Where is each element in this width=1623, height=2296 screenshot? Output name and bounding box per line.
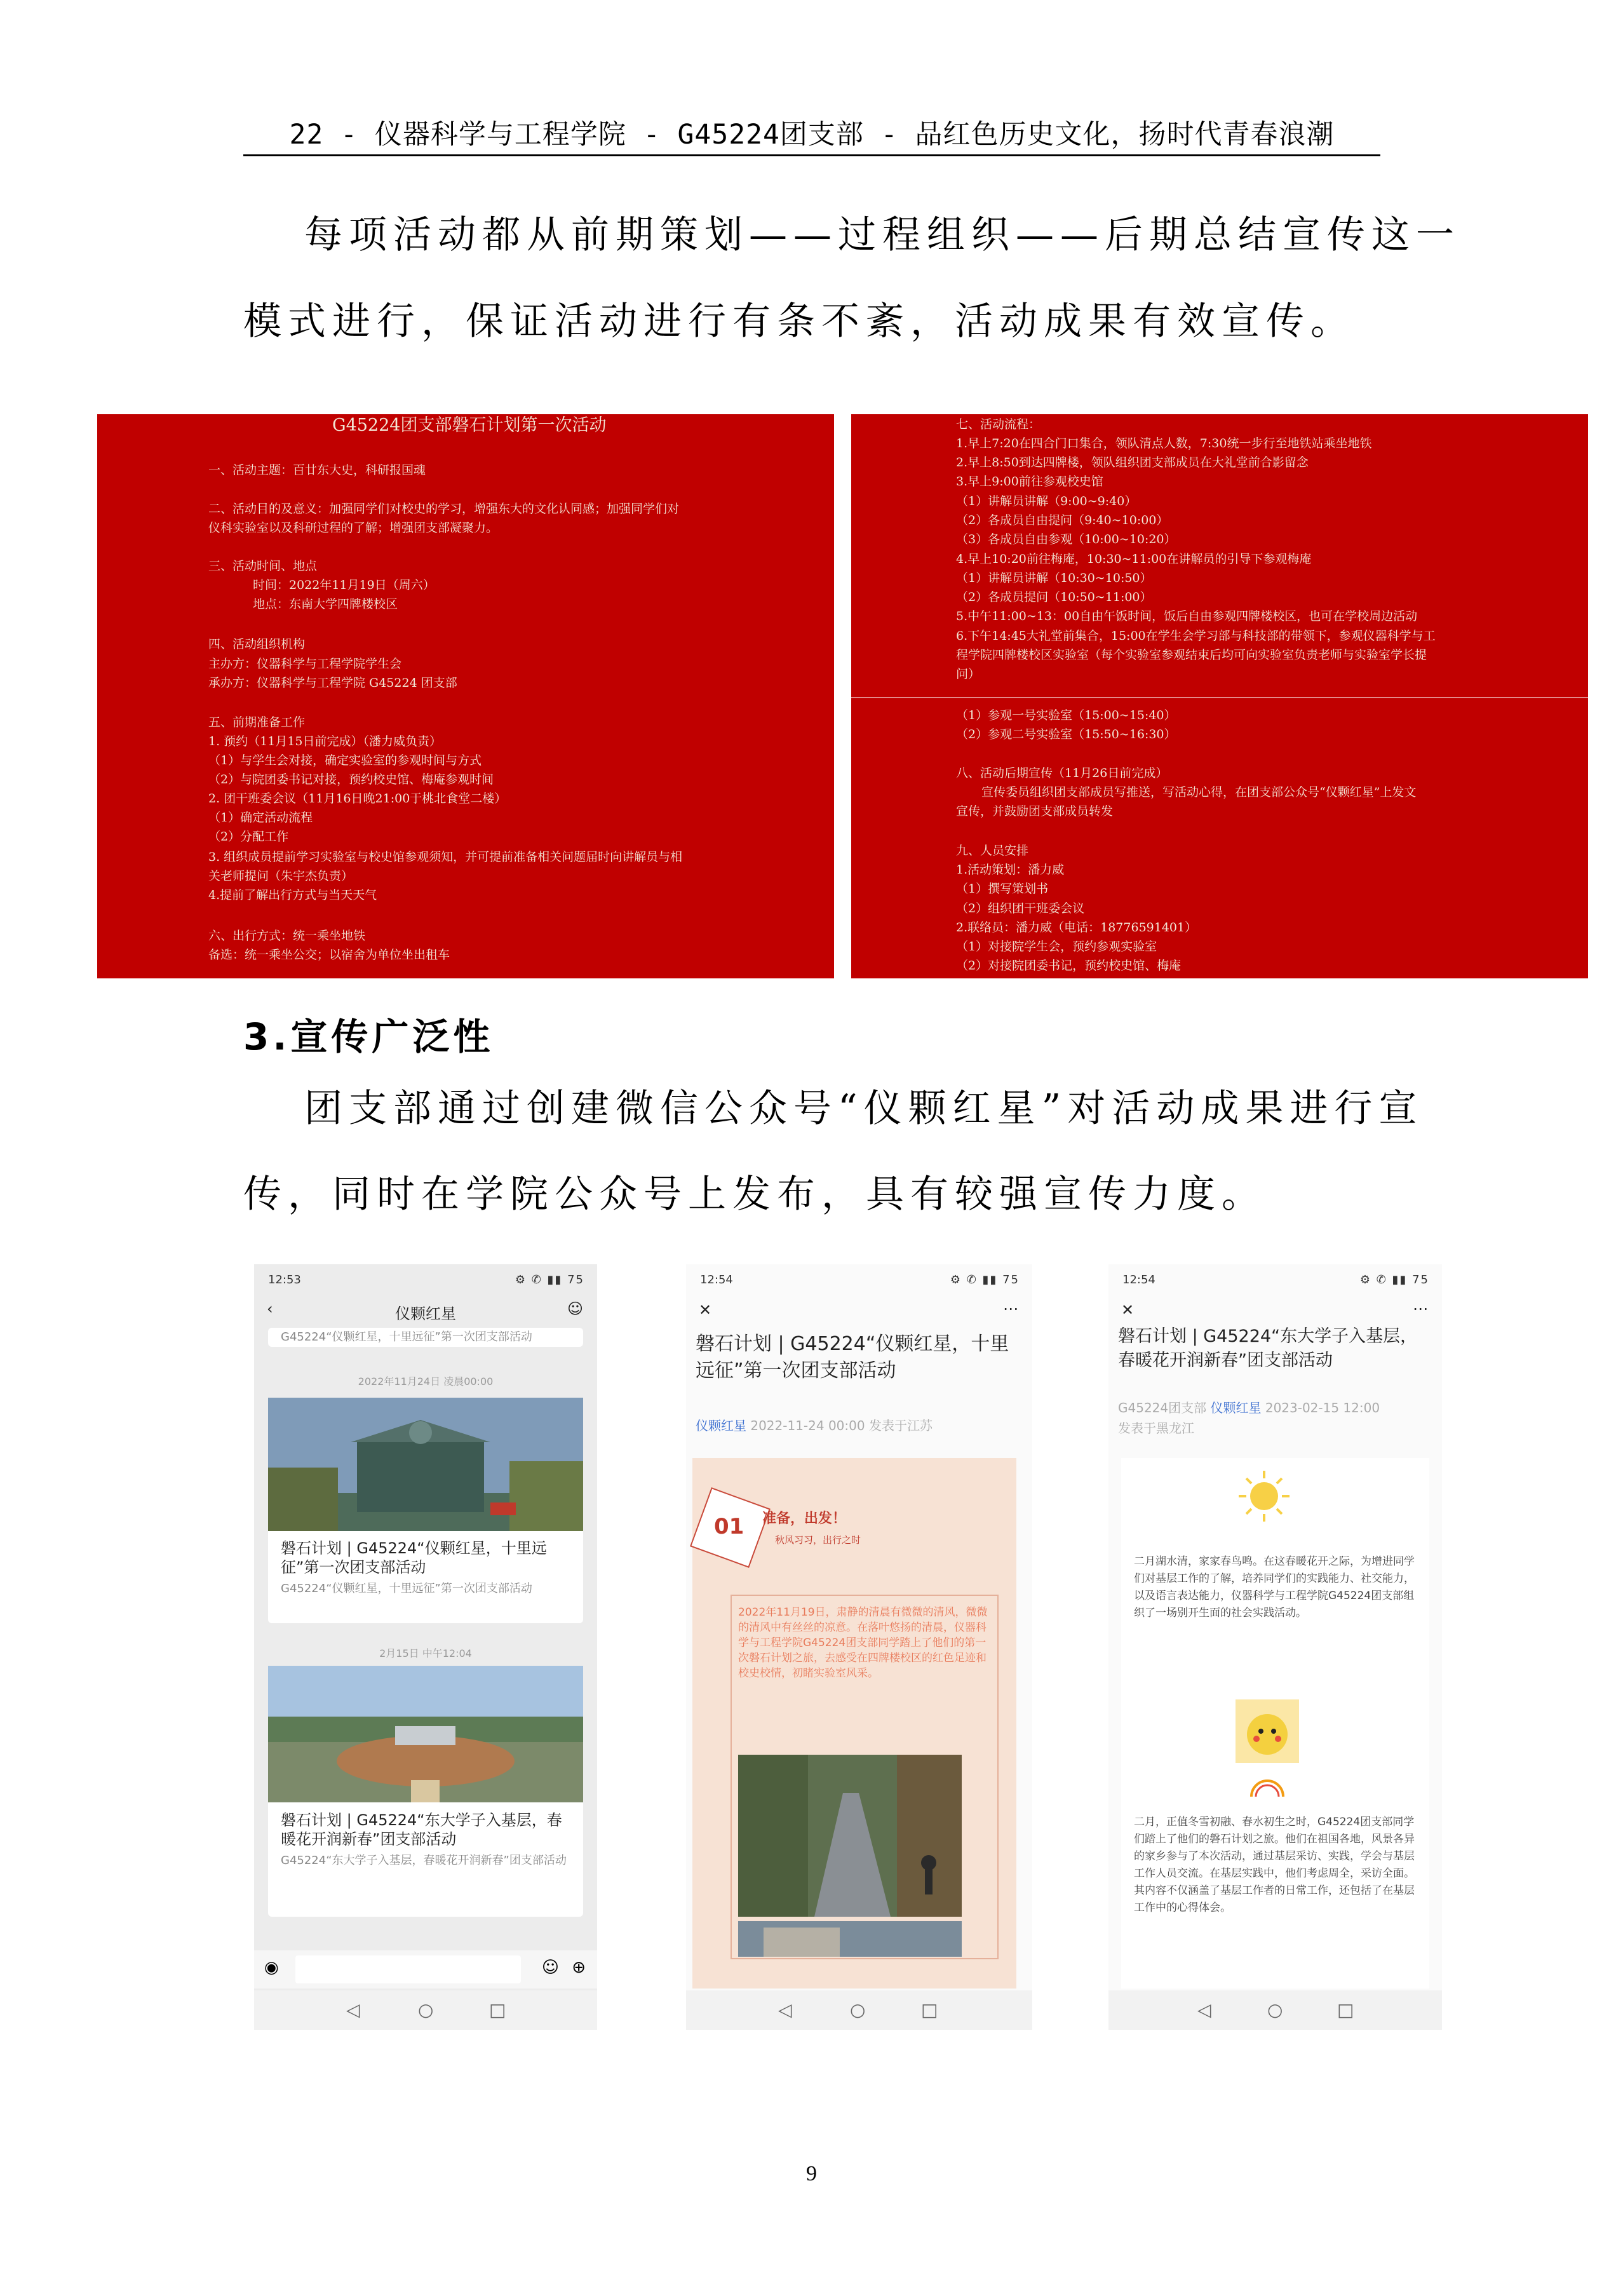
input-bar: [254, 1950, 597, 1989]
android-nav-bar: [1108, 1990, 1442, 2030]
recents-nav-icon[interactable]: □: [921, 1999, 938, 2020]
plan-line: 宣传委员组织团支部成员写推送，写活动心得，在团支部公众号“仪颗红星”上发文: [981, 785, 1417, 799]
plan-line: （3）各成员自由参观（10:00~10:20）: [956, 532, 1176, 546]
date-chip: 2022年11月24日 凌晨00:00: [358, 1375, 494, 1388]
article-card-sub: G45224“仪颗红星，十里远征”第一次团支部活动: [281, 1582, 532, 1595]
rainbow-icon: [1248, 1779, 1286, 1798]
running-header: 22 - 仪器科学与工程学院 - G45224团支部 - 品红色历史文化，扬时代青春浪潮: [289, 119, 1335, 151]
plan-line: 宣传，并鼓励团支部成员转发: [956, 804, 1114, 818]
plan-line: 一、活动主题：百廿东大史，科研报国魂: [208, 463, 426, 477]
campus-photo: [268, 1666, 583, 1802]
back-icon[interactable]: ‹: [267, 1300, 273, 1318]
plan-line: 六、出行方式：统一乘坐地铁: [208, 929, 366, 943]
emoji-icon[interactable]: ☺: [541, 1958, 559, 1977]
status-icons: ⚙ ✆ ▮▮ 75: [950, 1273, 1020, 1286]
article-card-title: 磐石计划 | G45224“仪颗红星，十里远征”第一次团支部活动: [281, 1539, 547, 1576]
plan-line: （1）对接院学生会，预约参观实验室: [956, 940, 1157, 954]
close-icon[interactable]: ✕: [1121, 1301, 1135, 1319]
article-date: 2023-02-15 12:00: [1265, 1400, 1380, 1415]
article-card-sub: G45224“东大学子入基层，春暖花开润新春”团支部活动: [281, 1854, 567, 1867]
home-nav-icon[interactable]: ○: [1267, 1999, 1283, 2020]
status-bar: [254, 1264, 597, 1290]
article-author[interactable]: 仪颗红星: [1210, 1400, 1262, 1415]
recents-nav-icon[interactable]: □: [1337, 1999, 1354, 2020]
android-nav-bar: [686, 1990, 1032, 2030]
plan-line: （1）与学生会对接，确定实验室的参观时间与方式: [208, 753, 482, 767]
plan-line: 时间：2022年11月19日（周六）: [253, 578, 435, 592]
plan-line: 问）: [956, 667, 981, 681]
status-icons: ⚙ ✆ ▮▮ 75: [1359, 1273, 1429, 1286]
article-title: 磐石计划 | G45224“仪颗红星，十里远征”第一次团支部活动: [696, 1333, 1009, 1382]
section-heading: 准备，出发！: [762, 1511, 847, 1527]
plan-line: （1）撰写策划书: [956, 882, 1049, 896]
plan-line: （1）讲解员讲解（9:00~9:40）: [956, 494, 1137, 508]
pikachu-sticker: [1236, 1699, 1299, 1763]
article-card[interactable]: [268, 1398, 583, 1623]
recents-nav-icon[interactable]: □: [489, 1999, 506, 2020]
plan-line: 二、活动目的及意义：加强同学们对校史的学习，增强东大的文化认同感；加强同学们对: [208, 502, 680, 516]
article-org: G45224团支部: [1118, 1400, 1207, 1415]
article-card-title: 磐石计划 | G45224“东大学子入基层，春暖花开润新春”团支部活动: [281, 1811, 562, 1848]
building-photo: [268, 1398, 583, 1531]
plan-line: 2.联络员：潘力威（电话：18776591401）: [956, 921, 1197, 935]
sun-icon: [1236, 1468, 1293, 1525]
home-nav-icon[interactable]: ○: [418, 1999, 434, 2020]
back-nav-icon[interactable]: ◁: [778, 1999, 792, 2020]
more-icon[interactable]: ⋯: [1413, 1300, 1428, 1318]
plan-line: 4.提前了解出行方式与当天天气: [208, 888, 377, 902]
plan-line: 五、前期准备工作: [208, 715, 306, 729]
plan-line: （1）确定活动流程: [208, 811, 313, 825]
android-nav-bar: [254, 1990, 597, 2030]
phone-screenshot-3: [1108, 1264, 1442, 2030]
plan-line: 备选：统一乘坐公交；以宿舍为单位坐出租车: [208, 948, 450, 962]
plan-line: （2）各成员提问（10:50~11:00）: [956, 590, 1152, 604]
article-body: [692, 1458, 1016, 1989]
plan-line: 6.下午14:45大礼堂前集合，15:00在学生会学习部与科技部的带领下，参观仪器科学与工: [956, 629, 1436, 643]
plan-line: （2）分配工作: [208, 830, 289, 844]
page-number: 9: [806, 2162, 817, 2185]
article-paragraph-2: 二月，正值冬雪初融、春水初生之时，G45224团支部同学们踏上了他们的磐石计划之旅。他们在祖国各地，风景各异的家乡参与了本次活动，通过基层采访、实践，学会与基层工作人员交流。在基层实践中，他们考虑周全，采访全面。其内容不仅涵盖了基层工作者的日常工作，还包括了在基层工作中的心得体会。: [1134, 1816, 1415, 1914]
plan-line: 九、人员安排: [956, 844, 1029, 858]
plan-line: 3. 组织成员提前学习实验室与校史馆参观须知，并可提前准备相关问题届时向讲解员与相: [208, 850, 683, 864]
more-icon[interactable]: ⋯: [1003, 1300, 1018, 1318]
plan-line: （2）与院团委书记对接，预约校史馆、梅庵参观时间: [208, 773, 494, 787]
section-subheading: 秋风习习，出行之时: [775, 1534, 861, 1546]
article-body: [1121, 1458, 1429, 1989]
plan-line: 2. 团干班委会议（11月16日晚21:00于桃北食堂二楼）: [208, 792, 507, 806]
plan-line: （2）参观二号实验室（15:50~16:30）: [956, 727, 1176, 741]
section3-line-2: 传，同时在学院公众号上发布，具有较强宣传力度。: [243, 1172, 1266, 1217]
plan-image-right: [851, 414, 1588, 978]
article-author[interactable]: 仪颗红星: [696, 1418, 746, 1433]
street-photo: [738, 1755, 962, 1917]
chat-navbar: [254, 1295, 597, 1324]
home-nav-icon[interactable]: ○: [850, 1999, 866, 2020]
plan-line: （1）参观一号实验室（15:00~15:40）: [956, 708, 1176, 722]
plan-title: G45224团支部磐石计划第一次活动: [332, 415, 607, 435]
article-paragraph-1: 二月湖水清，家家春鸟鸣。在这春暖花开之际，为增进同学们对基层工作的了解，培养同学们的实践能力、社交能力，以及语言表达能力，仪器科学与工程学院G45224团支部组织了一场别开生面的社会实践活动。: [1134, 1555, 1415, 1619]
plus-icon[interactable]: ⊕: [572, 1958, 586, 1977]
chat-title: 仪颗红星: [395, 1305, 456, 1323]
status-time: 12:53: [268, 1273, 301, 1286]
plan-line: 关老师提问（朱宇杰负责）: [208, 869, 354, 883]
plan-line: 仪科实验室以及科研过程的了解；增强团支部凝聚力。: [208, 521, 499, 535]
content-frame: [731, 1595, 999, 1959]
article-paragraph: 2022年11月19日，肃静的清晨有微微的清风，微微的清风中有丝丝的凉意。在落叶悠扬的清晨，仪器科学与工程学院G45224团支部同学踏上了他们的第一次磐石计划之旅，去感受在四牌楼校区的红色足迹和校史校情，初睹实验室风采。: [738, 1606, 988, 1680]
intro-line-2: 模式进行，保证活动进行有条不紊，活动成果有效宣传。: [243, 299, 1355, 344]
plan-line: （2）各成员自由提问（9:40~10:00）: [956, 513, 1169, 527]
status-icons: ⚙ ✆ ▮▮ 75: [515, 1273, 584, 1286]
plan-line: 3.早上9:00前往参观校史馆: [956, 475, 1103, 489]
plan-line: 1.活动策划：潘力威: [956, 863, 1065, 877]
plan-line: （1）讲解员讲解（10:30~10:50）: [956, 571, 1152, 585]
panel-divider: [851, 697, 1588, 698]
plan-image-left: [97, 414, 834, 978]
plan-line: 承办方：仪器科学与工程学院 G45224 团支部: [208, 676, 457, 690]
plan-line: 四、活动组织机构: [208, 637, 306, 651]
voice-icon[interactable]: ◉: [264, 1958, 279, 1977]
badge-number: 01: [714, 1514, 744, 1539]
plan-line: 地点：东南大学四牌楼校区: [253, 597, 398, 611]
previous-card-text: G45224“仪颗红星，十里远征”第一次团支部活动: [281, 1330, 532, 1344]
date-chip: 2月15日 中午12:04: [379, 1647, 472, 1659]
back-nav-icon[interactable]: ◁: [1197, 1999, 1211, 2020]
article-title: 磐石计划 | G45224“东大学子入基层，春暖花开润新春”团支部活动: [1118, 1327, 1418, 1370]
plan-line: 4.早上10:20前往梅庵，10:30~11:00在讲解员的引导下参观梅庵: [956, 552, 1312, 566]
status-bar: [1108, 1264, 1442, 1290]
back-nav-icon[interactable]: ◁: [346, 1999, 360, 2020]
status-time: 12:54: [700, 1273, 733, 1286]
plan-line: 2.早上8:50到达四牌楼，领队组织团支部成员在大礼堂前合影留念: [956, 456, 1309, 469]
phone-screenshot-2: [686, 1264, 1032, 2030]
status-time: 12:54: [1122, 1273, 1155, 1286]
header-rule: [243, 154, 1380, 156]
plan-line: 主办方：仪器科学与工程学院学生会: [208, 657, 402, 671]
article-location: 发表于黑龙江: [1118, 1421, 1194, 1436]
message-input[interactable]: [295, 1955, 521, 1983]
plan-line: 程学院四牌楼校区实验室（每个实验室参观结束后均可向实验室负责老师与实验室学长提: [956, 648, 1427, 662]
close-icon[interactable]: ✕: [699, 1301, 712, 1319]
plan-line: 七、活动流程：: [956, 417, 1041, 431]
phone-screenshot-1: [254, 1264, 597, 2030]
building-photo-2: [738, 1921, 962, 1957]
section3-line-1: 团支部通过创建微信公众号“仪颗红星”对活动成果进行宣: [304, 1086, 1424, 1131]
status-bar: [686, 1264, 1032, 1290]
previous-card: [268, 1328, 583, 1347]
plan-line: 三、活动时间、地点: [208, 559, 318, 573]
article-navbar: [686, 1296, 1032, 1325]
article-meta: [696, 1415, 933, 1434]
article-card[interactable]: [268, 1666, 583, 1917]
plan-line: 1.早上7:20在四合门口集合，领队清点人数，7:30统一步行至地铁站乘坐地铁: [956, 436, 1372, 450]
article-date: 2022-11-24 00:00 发表于江苏: [750, 1418, 933, 1433]
plan-line: 1. 预约（11月15日前完成）（潘力威负责）: [208, 734, 442, 748]
plan-line: （2）对接院团委书记，预约校史馆、梅庵: [956, 959, 1182, 973]
article-meta: [1118, 1398, 1380, 1416]
section-title: 3.宣传广泛性: [243, 1015, 494, 1058]
plan-line: 5.中午11:00~13：00自由午饭时间，饭后自由参观四牌楼校区，也可在学校周边活动: [956, 609, 1418, 623]
profile-icon[interactable]: ☺: [567, 1300, 583, 1318]
article-navbar: [1108, 1296, 1442, 1325]
intro-line-1: 每项活动都从前期策划——过程组织——后期总结宣传这一: [304, 213, 1460, 257]
plan-line: （2）组织团干班委会议: [956, 902, 1085, 915]
plan-line: 八、活动后期宣传（11月26日前完成）: [956, 766, 1168, 780]
